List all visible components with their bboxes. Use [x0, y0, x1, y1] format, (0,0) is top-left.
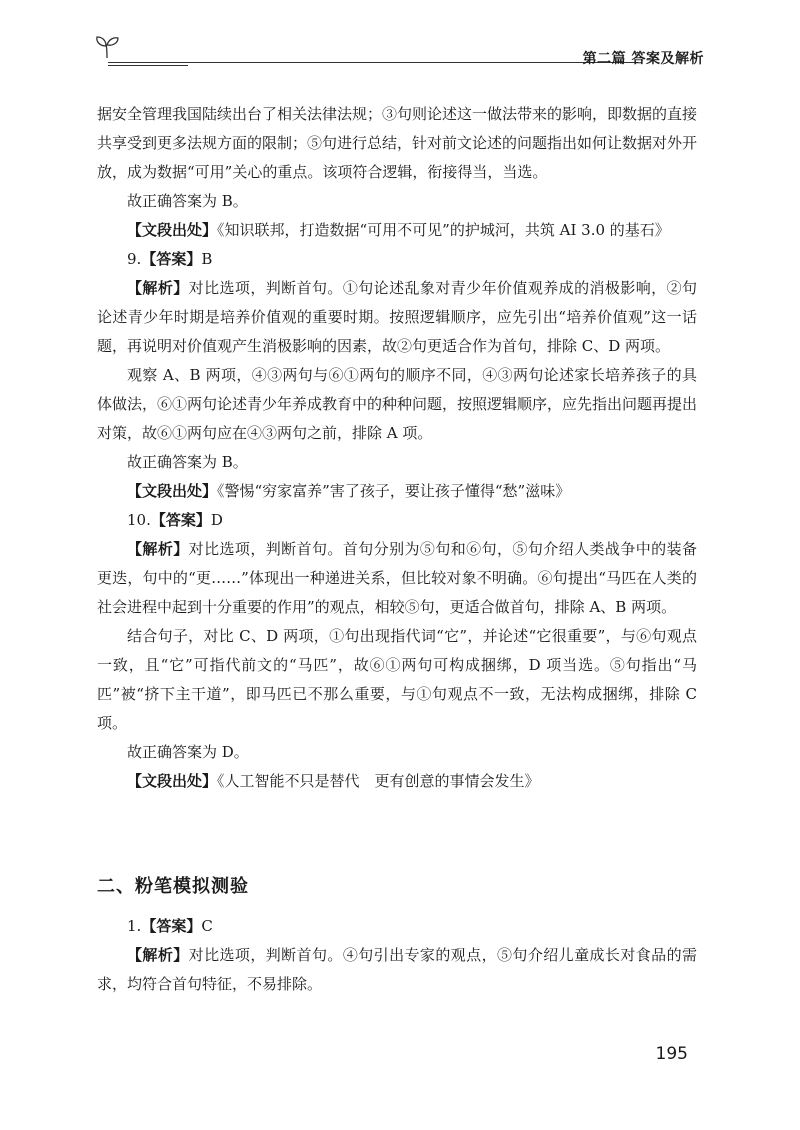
source-tag: 【文段出处】	[127, 482, 218, 500]
paragraph: 故正确答案为 B。	[127, 192, 248, 210]
answer-line	[97, 245, 697, 274]
answer-value: C	[201, 917, 213, 935]
question-number: 9.	[127, 250, 142, 268]
analysis-text: 对比选项，判断首句。④句引出专家的观点，⑤句介绍儿童成长对食品的需求，均符合首句特征，不易排除。	[97, 946, 697, 993]
answer-tag: 【答案】	[141, 250, 202, 268]
analysis-text: 对比选项，判断首句。①句论述乱象对青少年价值观养成的消极影响，②句论述青少年时期是培养价值观的重要时期。按照逻辑顺序，应先引出“培养价值观”这一话题，再说明对价值观产生消极影响的因素，故②句更适合作为首句，排除 C、D 两项。	[97, 279, 697, 355]
answer-tag: 【答案】	[141, 917, 202, 935]
source-line	[97, 216, 697, 245]
answer-line	[97, 506, 697, 535]
analysis-tag: 【解析】	[127, 946, 189, 964]
page-body	[97, 100, 697, 796]
source-text: 《警惕“穷家富养”害了孩子，要让孩子懂得“愁”滋味》	[217, 482, 571, 500]
source-text: 《人工智能不只是替代 更有创意的事情会发生》	[217, 772, 540, 790]
paragraph: 观察 A、B 两项，④③两句与⑥①两句的顺序不同，④③两句论述家长培养孩子的具体做法，⑥①两句论述青少年养成教育中的种种问题，按照逻辑顺序，应先指出问题再提出对策，故⑥①两句应在④③两句之前，排除 A 项。	[97, 366, 698, 442]
analysis-text: 对比选项，判断首句。首句分别为⑤句和⑥句，⑤句介绍人类战争中的装备更迭，句中的“更……”体现出一种递进关系，但比较对象不明确。⑥句提出“马匹在人类的社会进程中起到十分重要的作用”的观点，相较⑤句，更适合做首句，排除 A、B 两项。	[97, 540, 697, 616]
analysis-paragraph	[97, 941, 697, 999]
header-rule-accent	[108, 65, 188, 66]
source-tag: 【文段出处】	[127, 772, 218, 790]
source-text: 《知识联邦，打造数据“可用不可见”的护城河，共筑 AI 3.0 的基石》	[217, 221, 670, 239]
paragraph: 故正确答案为 D。	[127, 743, 249, 761]
source-line	[97, 477, 697, 506]
analysis-tag: 【解析】	[127, 279, 189, 297]
section-heading: 二、粉笔模拟测验	[97, 876, 249, 897]
header-rule	[108, 62, 638, 63]
question-number: 1.	[127, 917, 142, 935]
paragraph: 结合句子，对比 C、D 两项，①句出现指代词“它”，并论述“它很重要”，与⑥句观点一致，且“它”可指代前文的“马匹”，故⑥①两句可构成捆绑，D 项当选。⑤句指出“马匹”被“挤下主干道”，即马匹已不那么重要，与①句观点不一致，无法构成捆绑，排除 C 项。	[97, 627, 697, 732]
analysis-tag: 【解析】	[127, 540, 189, 558]
sprout-icon	[94, 34, 120, 60]
analysis-paragraph	[97, 535, 697, 622]
section-body	[97, 912, 697, 999]
question-number: 10.	[127, 511, 151, 529]
answer-line	[97, 912, 697, 941]
paragraph: 故正确答案为 B。	[127, 453, 248, 471]
source-tag: 【文段出处】	[127, 221, 218, 239]
paragraph: 据安全管理我国陆续出台了相关法律法规；③句则论述这一做法带来的影响，即数据的直接共享受到更多法规方面的限制；⑤句进行总结，针对前文论述的问题指出如何让数据对外开放，成为数据“可用”关心的重点。该项符合逻辑，衔接得当，当选。	[97, 105, 698, 181]
answer-tag: 【答案】	[150, 511, 211, 529]
answer-value: D	[210, 511, 223, 529]
page-number: 195	[655, 1044, 688, 1064]
answer-value: B	[201, 250, 213, 268]
section-title: 第二篇 答案及解析	[582, 51, 704, 67]
analysis-paragraph	[97, 274, 697, 361]
page-header	[94, 34, 704, 74]
source-line	[97, 767, 697, 796]
